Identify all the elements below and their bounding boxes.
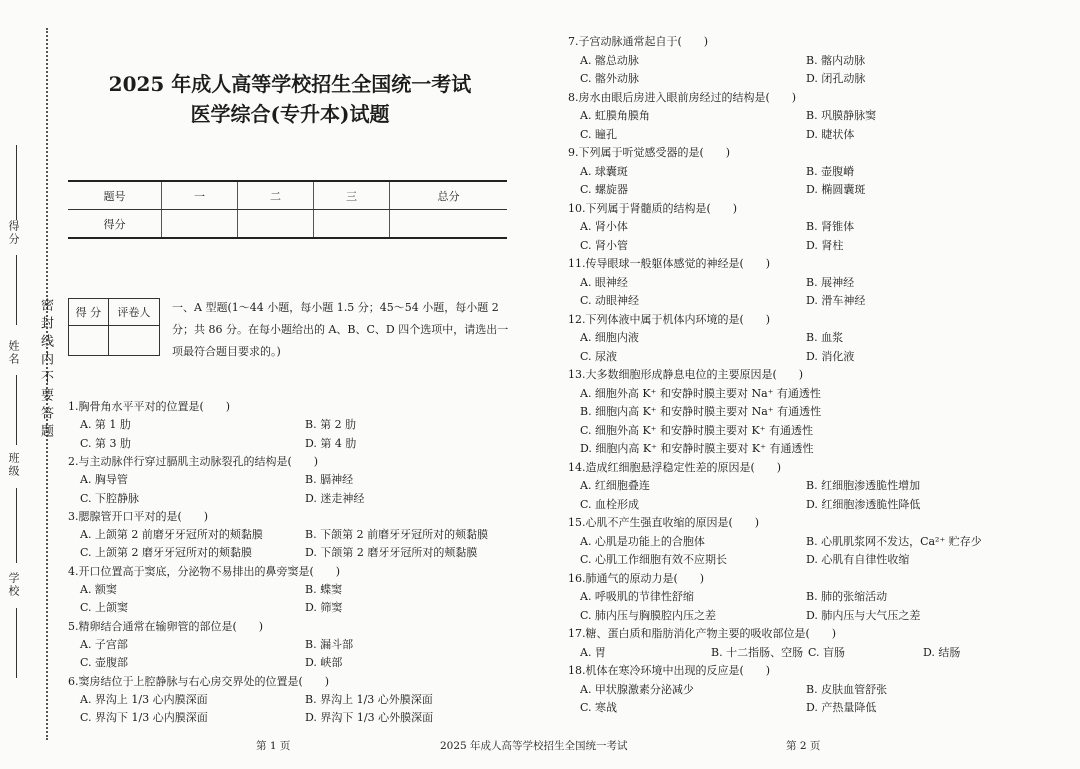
question-stem: 8.房水由眼后房进入眼前房经过的结构是( ) <box>568 90 797 104</box>
answer-option[interactable]: C. 动眼神经 <box>580 294 640 307</box>
score-header-cell: 二 <box>238 181 314 210</box>
answer-option[interactable]: A. 眼神经 <box>580 275 628 289</box>
seal-warning-text: 密封线内不要答题 <box>38 298 53 442</box>
question-stem: 18.机体在寒冷环境中出现的反应是( ) <box>568 664 771 677</box>
answer-option[interactable]: C. 肺内压与胸膜腔内压之差 <box>580 608 717 622</box>
answer-option[interactable]: C. 上颌窦 <box>80 601 129 615</box>
answer-option[interactable]: B. 肾锥体 <box>806 220 855 233</box>
question-stem: 10.下列属于肾髓质的结构是( ) <box>568 201 738 215</box>
blank-line-score <box>16 145 17 220</box>
answer-option[interactable]: D. 迷走神经 <box>305 491 365 505</box>
exam-title: 2025 年成人高等学校招生全国统一考试 <box>108 72 472 96</box>
answer-option[interactable]: B. 展神经 <box>806 275 855 289</box>
answer-option[interactable]: B. 血浆 <box>806 331 844 344</box>
answer-option[interactable]: A. 细胞外高 K⁺ 和安静时膜主要对 Na⁺ 有通透性 <box>580 386 821 400</box>
grader-name-label: 评卷人 <box>108 299 159 326</box>
answer-option[interactable]: D. 产热量降低 <box>806 701 877 714</box>
answer-option[interactable]: B. 壶腹嵴 <box>806 164 855 178</box>
binding-label-class: 班级 <box>7 452 20 478</box>
question-stem: 2.与主动脉伴行穿过膈肌主动脉裂孔的结构是( ) <box>68 454 319 468</box>
binding-label-score: 得分 <box>7 220 20 246</box>
answer-option[interactable]: B. 细胞内高 K⁺ 和安静时膜主要对 Na⁺ 有通透性 <box>580 405 822 418</box>
answer-option[interactable]: C. 界沟下 1/3 心内膜深面 <box>80 711 208 725</box>
answer-option[interactable]: D. 消化液 <box>806 349 855 363</box>
answer-option[interactable]: D. 椭圆囊斑 <box>806 183 866 196</box>
answer-option[interactable]: C. 下腔静脉 <box>80 491 140 505</box>
answer-option[interactable]: A. 髂总动脉 <box>580 53 639 67</box>
answer-option[interactable]: B. 蝶窦 <box>305 583 343 596</box>
answer-option[interactable]: C. 第 3 肋 <box>80 436 132 450</box>
score-row-label: 得分 <box>68 210 162 239</box>
answer-option[interactable]: B. 巩膜静脉窦 <box>806 109 877 122</box>
answer-option[interactable]: D. 肺内压与大气压之差 <box>806 608 921 622</box>
answer-option[interactable]: C. 心肌工作细胞有效不应期长 <box>580 553 728 566</box>
answer-option[interactable]: A. 甲状腺激素分泌减少 <box>580 682 694 696</box>
score-header-cell: 一 <box>162 181 238 210</box>
answer-option[interactable]: D. 肾柱 <box>806 238 844 252</box>
answer-option[interactable]: C. 尿液 <box>580 349 618 363</box>
score-cell[interactable] <box>238 210 314 239</box>
answer-option[interactable]: A. 胸导管 <box>80 473 128 487</box>
answer-option[interactable]: B. 十二指肠、空肠 <box>711 645 804 659</box>
question-stem: 7.子宫动脉通常起自于( ) <box>568 35 709 48</box>
answer-option[interactable]: C. 螺旋器 <box>580 183 629 196</box>
score-header-cell: 题号 <box>68 181 162 210</box>
answer-option[interactable]: A. 细胞内液 <box>580 331 639 344</box>
footer-page-2: 第 2 页 <box>786 740 821 752</box>
answer-option[interactable]: D. 滑车神经 <box>806 294 866 307</box>
answer-option[interactable]: D. 峡部 <box>305 656 343 670</box>
score-cell[interactable] <box>390 210 508 239</box>
binding-label-school: 学校 <box>7 572 20 598</box>
answer-option[interactable]: D. 界沟下 1/3 心外膜深面 <box>305 711 434 725</box>
answer-option[interactable]: D. 细胞内高 K⁺ 和安静时膜主要对 K⁺ 有通透性 <box>580 442 814 455</box>
score-table <box>68 180 507 239</box>
question-stem: 4.开口位置高于窦底，分泌物不易排出的鼻旁窦是( ) <box>68 564 341 578</box>
question-stem: 16.肺通气的原动力是( ) <box>568 571 705 585</box>
score-cell[interactable] <box>314 210 390 239</box>
answer-option[interactable]: A. 心肌是功能上的合胞体 <box>580 534 705 548</box>
answer-option[interactable]: D. 睫状体 <box>806 127 855 141</box>
answer-option[interactable]: C. 肾小管 <box>580 238 629 252</box>
grader-box <box>68 298 160 356</box>
answer-option[interactable]: A. 呼吸肌的节律性舒缩 <box>580 590 694 603</box>
question-stem: 15.心肌不产生强直收缩的原因是( ) <box>568 516 760 529</box>
question-stem: 5.精卵结合通常在输卵管的部位是( ) <box>68 619 264 633</box>
answer-option[interactable]: B. 心肌肌浆网不发达，Ca²⁺ 贮存少 <box>806 534 982 548</box>
blank-line-score-lower <box>16 255 17 325</box>
question-stem: 14.造成红细胞悬浮稳定性差的原因是( ) <box>568 460 782 474</box>
answer-option[interactable]: A. 第 1 肋 <box>80 418 131 432</box>
answer-option[interactable]: A. 界沟上 1/3 心内膜深面 <box>80 692 208 706</box>
binding-label-name: 姓名 <box>7 340 20 366</box>
answer-option[interactable]: D. 第 4 肋 <box>305 436 357 450</box>
answer-option[interactable]: B. 红细胞渗透脆性增加 <box>806 479 921 492</box>
answer-option[interactable]: A. 红细胞叠连 <box>580 479 650 492</box>
answer-option[interactable]: D. 筛窦 <box>305 601 343 615</box>
answer-option[interactable]: D. 红细胞渗透脆性降低 <box>806 497 921 511</box>
blank-line-class <box>16 488 17 563</box>
blank-line-school <box>16 608 17 678</box>
question-stem: 13.大多数细胞形成静息电位的主要原因是( ) <box>568 368 804 381</box>
answer-option[interactable]: C. 盲肠 <box>808 645 846 659</box>
answer-option[interactable]: D. 心肌有自律性收缩 <box>806 553 910 566</box>
answer-option[interactable]: A. 肾小体 <box>580 220 628 233</box>
answer-option[interactable]: B. 皮肤血管舒张 <box>806 682 888 696</box>
footer-page-1: 第 1 页 <box>256 740 291 752</box>
grader-score-cell[interactable] <box>69 326 109 356</box>
answer-option[interactable]: D. 结肠 <box>923 645 961 659</box>
answer-option[interactable]: C. 壶腹部 <box>80 656 129 670</box>
score-header-cell: 三 <box>314 181 390 210</box>
footer-center-title: 2025 年成人高等学校招生全国统一考试 <box>440 740 628 752</box>
answer-option[interactable]: A. 球囊斑 <box>580 164 628 178</box>
answer-option[interactable]: A. 额窦 <box>80 583 117 596</box>
score-cell[interactable] <box>162 210 238 239</box>
answer-option[interactable]: A. 虹膜角膜角 <box>580 109 650 122</box>
grader-name-cell[interactable] <box>108 326 159 356</box>
question-stem: 6.窦房结位于上腔静脉与右心房交界处的位置是( ) <box>68 674 330 688</box>
answer-option[interactable]: C. 髂外动脉 <box>580 72 640 85</box>
answer-option[interactable]: D. 闭孔动脉 <box>806 72 866 85</box>
blank-line-name <box>16 375 17 445</box>
answer-option[interactable]: D. 下颌第 2 磨牙牙冠所对的颊黏膜 <box>305 546 478 560</box>
question-stem: 17.糖、蛋白质和脂肪消化产物主要的吸收部位是( ) <box>568 627 837 640</box>
question-stem: 1.胸骨角水平平对的位置是( ) <box>68 400 231 413</box>
question-stem: 9.下列属于听觉感受器的是( ) <box>568 146 731 159</box>
answer-option[interactable]: C. 瞳孔 <box>580 127 618 141</box>
question-stem: 3.腮腺管开口平对的是( ) <box>68 509 209 523</box>
answer-option[interactable]: C. 上颌第 2 磨牙牙冠所对的颊黏膜 <box>80 546 253 560</box>
answer-option[interactable]: B. 髂内动脉 <box>806 53 866 67</box>
answer-option[interactable]: C. 细胞外高 K⁺ 和安静时膜主要对 K⁺ 有通透性 <box>580 423 814 437</box>
answer-option[interactable]: A. 上颌第 2 前磨牙牙冠所对的颊黏膜 <box>80 528 263 542</box>
score-header-cell: 总分 <box>390 181 508 210</box>
answer-option[interactable]: B. 界沟上 1/3 心外膜深面 <box>305 692 433 706</box>
question-stem: 11.传导眼球一般躯体感觉的神经是( ) <box>568 257 771 270</box>
answer-option[interactable]: B. 第 2 肋 <box>305 418 357 432</box>
answer-option[interactable]: C. 寒战 <box>580 701 618 714</box>
section-instructions: 一、A 型题(1～44 小题，每小题 1.5 分；45～54 小题，每小题 2 分；共 86 分。在每小题给出的 A、B、C、D 四个选项中，请选出一项最符合题目要求的。) <box>172 301 509 358</box>
grader-score-label: 得 分 <box>69 299 109 326</box>
exam-subtitle: 医学综合(专升本)试题 <box>190 102 390 126</box>
answer-option[interactable]: B. 肺的张缩活动 <box>806 590 888 603</box>
answer-option[interactable]: B. 漏斗部 <box>305 637 354 651</box>
answer-option[interactable]: A. 子宫部 <box>80 637 128 651</box>
answer-option[interactable]: C. 血栓形成 <box>580 497 640 511</box>
answer-option[interactable]: A. 胃 <box>580 645 606 659</box>
answer-option[interactable]: B. 下颌第 2 前磨牙牙冠所对的颊黏膜 <box>305 528 489 542</box>
answer-option[interactable]: B. 膈神经 <box>305 473 354 487</box>
question-stem: 12.下列体液中属于机体内环境的是( ) <box>568 312 771 326</box>
